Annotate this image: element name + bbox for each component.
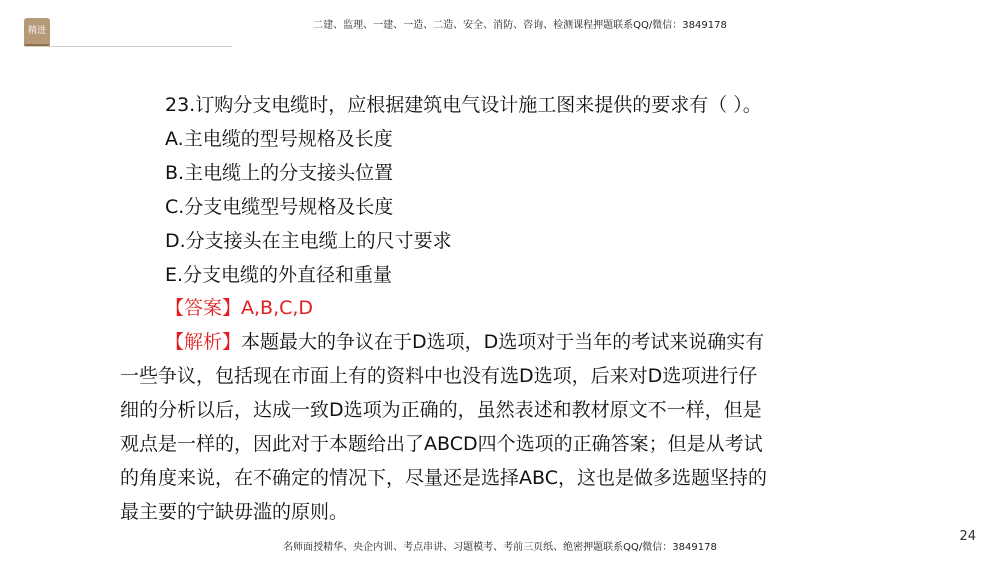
logo: 精进 [24, 18, 50, 47]
analysis-text-1: 本题最大的争议在于D选项，D选项对于当年的考试来说确实有 [241, 331, 765, 353]
analysis-label: 【解析】 [165, 331, 242, 353]
answer-value: A,B,C,D [241, 297, 314, 319]
option-b: B.主电缆上的分支接头位置 [165, 162, 394, 184]
question-text: 23.订购分支电缆时，应根据建筑电气设计施工图来提供的要求有（ ）。 [165, 94, 762, 116]
answer-line [165, 293, 313, 320]
page-number: 24 [959, 529, 976, 544]
analysis-line-5: 的角度来说，在不确定的情况下，尽量还是选择ABC，这也是做多选题坚持的 [120, 467, 767, 489]
top-banner: 二建、监理、一建、一造、二造、安全、消防、咨询、检测课程押题联系QQ/微信：3849178 [313, 20, 727, 31]
analysis-line-1 [165, 327, 764, 354]
option-a: A.主电缆的型号规格及长度 [165, 128, 393, 150]
answer-label: 【答案】 [165, 297, 242, 319]
analysis-line-3: 细的分析以后，达成一致D选项为正确的，虽然表述和教材原文不一样，但是 [120, 399, 762, 421]
option-c: C.分支电缆型号规格及长度 [165, 196, 394, 218]
bottom-banner: 名师面授精华、央企内训、考点串讲、习题模考、考前三页纸、绝密押题联系QQ/微信：3849178 [283, 542, 717, 553]
option-e: E.分支电缆的外直径和重量 [165, 264, 393, 286]
analysis-line-4: 观点是一样的，因此对于本题给出了ABCD四个选项的正确答案；但是从考试 [120, 433, 763, 455]
analysis-line-6: 最主要的宁缺毋滥的原则。 [120, 501, 349, 523]
analysis-line-2: 一些争议，包括现在市面上有的资料中也没有选D选项，后来对D选项进行仔 [120, 365, 758, 387]
option-d: D.分支接头在主电缆上的尺寸要求 [165, 230, 452, 252]
header-divider [24, 46, 232, 47]
